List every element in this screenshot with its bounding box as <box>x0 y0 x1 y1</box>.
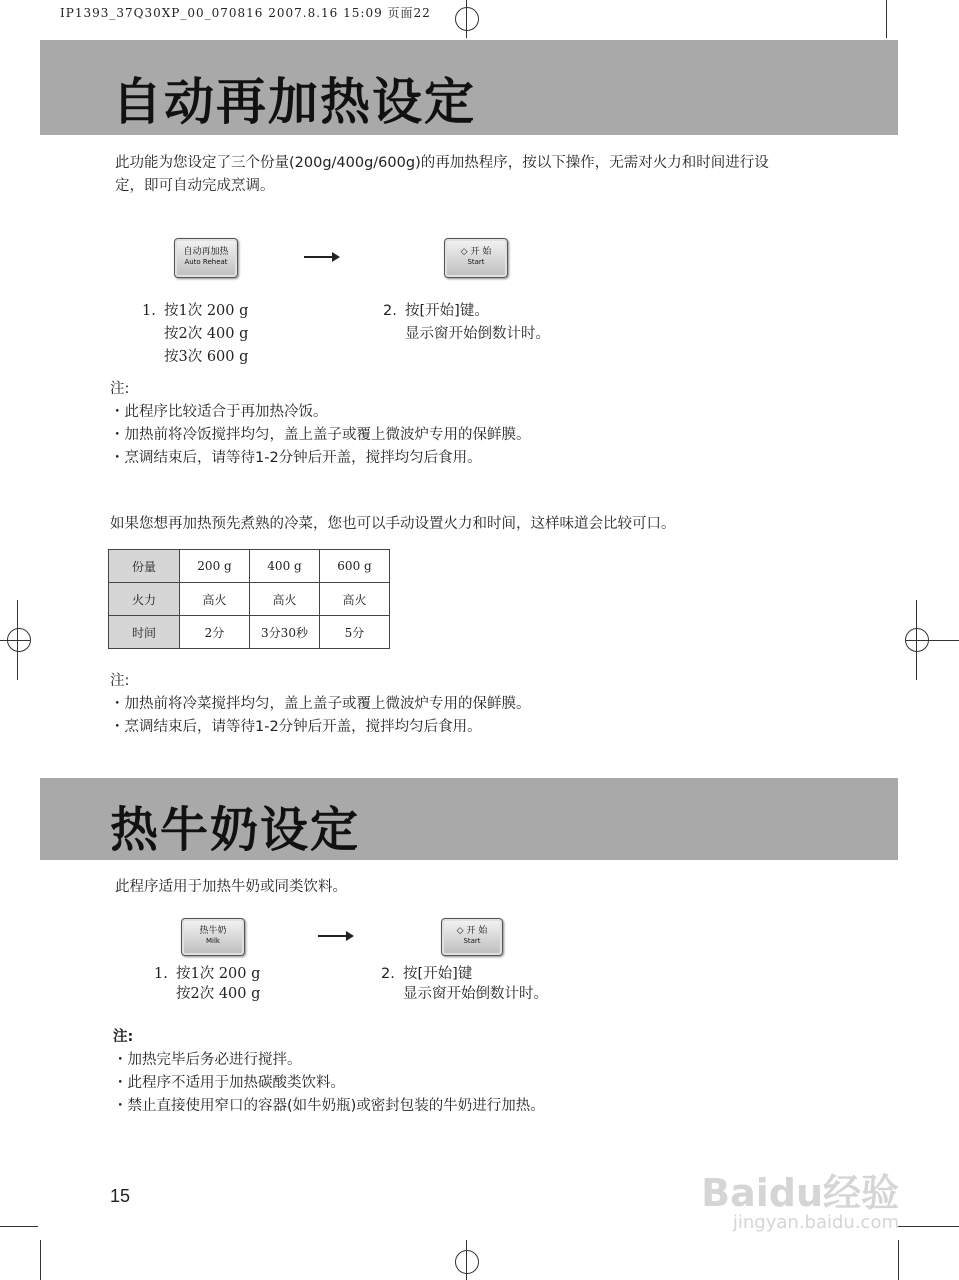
registration-mark <box>7 628 31 652</box>
start-button[interactable] <box>444 238 508 278</box>
table-cell: 5分 <box>320 616 390 649</box>
table-header-cell: 份量 <box>109 550 180 583</box>
registration-mark <box>905 628 929 652</box>
table-cell: 3分30秒 <box>250 616 320 649</box>
button-sublabel: Start <box>467 258 485 266</box>
table-row <box>109 616 390 649</box>
note-item: ・此程序不适用于加热碳酸类饮料。 <box>113 1075 345 1091</box>
note-item: ・此程序比较适合于再加热冷饭。 <box>110 404 328 420</box>
button-sublabel: Milk <box>206 937 220 945</box>
step-line: 按[开始]键。 <box>405 303 489 319</box>
step-number: 1. <box>154 966 168 982</box>
milk-notes <box>113 1026 545 1118</box>
note-item: ・加热前将冷菜搅拌均匀，盖上盖子或覆上微波炉专用的保鲜膜。 <box>110 696 531 712</box>
step-line: 按3次 600 g <box>164 349 249 365</box>
table-cell: 200 g <box>180 550 250 583</box>
step-line: 按[开始]键 <box>403 966 473 982</box>
section-banner-auto-reheat <box>40 40 898 135</box>
note-item: ・烹调结束后，请等待1-2分钟后开盖，搅拌均匀后食用。 <box>110 450 482 466</box>
milk-step-1 <box>154 964 260 1004</box>
step-1 <box>142 300 248 369</box>
arrow-right-icon <box>304 256 338 258</box>
button-label: ◇ 开 始 <box>456 926 488 936</box>
table-cell: 高火 <box>250 583 320 616</box>
notes-title: 注: <box>110 673 130 689</box>
table-header-cell: 火力 <box>109 583 180 616</box>
step-line: 按2次 400 g <box>164 326 249 342</box>
registration-mark <box>455 1250 479 1274</box>
page-number: 15 <box>110 1186 131 1206</box>
note-item: ・加热前将冷饭搅拌均匀，盖上盖子或覆上微波炉专用的保鲜膜。 <box>110 427 531 443</box>
step-line: 按1次 200 g <box>164 303 249 319</box>
crop-mark <box>916 600 917 680</box>
step-line: 按2次 400 g <box>176 986 261 1002</box>
milk-intro: 此程序适用于加热牛奶或同类饮料。 <box>115 879 347 895</box>
table-cell: 600 g <box>320 550 390 583</box>
button-sublabel: Auto Reheat <box>184 258 228 266</box>
arrow-right-icon <box>318 935 352 937</box>
button-sublabel: Start <box>463 937 481 945</box>
auto-reheat-button[interactable] <box>174 238 238 278</box>
step-line: 显示窗开始倒数计时。 <box>403 986 548 1002</box>
table-header-cell: 时间 <box>109 616 180 649</box>
registration-mark <box>455 7 479 31</box>
crop-mark <box>0 1226 38 1227</box>
start-button[interactable] <box>441 918 503 956</box>
table-row <box>109 583 390 616</box>
table-cell: 高火 <box>180 583 250 616</box>
notes-title: 注: <box>113 1029 134 1045</box>
step-line: 按1次 200 g <box>176 966 261 982</box>
watermark-url: jingyan.baidu.com <box>732 1212 899 1233</box>
crop-mark <box>898 1226 959 1227</box>
section-banner-hot-milk <box>40 778 898 860</box>
hot-milk-button[interactable] <box>181 918 245 956</box>
notes-2 <box>110 670 531 739</box>
table-cell: 2分 <box>180 616 250 649</box>
intro-paragraph <box>115 152 835 198</box>
note-item: ・禁止直接使用窄口的容器(如牛奶瓶)或密封包装的牛奶进行加热。 <box>113 1098 545 1114</box>
note-item: ・加热完毕后务必进行搅拌。 <box>113 1052 302 1068</box>
table-row <box>109 550 390 583</box>
button-label: ◇ 开 始 <box>460 247 492 257</box>
manual-setting-text: 如果您想再加热预先煮熟的冷菜，您也可以手动设置火力和时间，这样味道会比较可口。 <box>110 516 676 532</box>
notes <box>110 378 531 470</box>
step-number: 2. <box>381 966 395 982</box>
crop-mark <box>17 600 18 680</box>
table-cell: 高火 <box>320 583 390 616</box>
step-number: 1. <box>142 303 156 319</box>
intro-line: 定，即可自动完成烹调。 <box>115 178 275 194</box>
step-line: 显示窗开始倒数计时。 <box>405 326 550 342</box>
section-title: 热牛奶设定 <box>110 802 361 858</box>
crop-mark <box>898 1240 899 1280</box>
crop-mark <box>886 0 887 38</box>
button-label: 热牛奶 <box>199 926 227 936</box>
print-header: IP1393_37Q30XP_00_070816 2007.8.16 15:09 页面22 <box>60 6 431 20</box>
notes-title: 注: <box>110 381 130 397</box>
step-number: 2. <box>383 303 397 319</box>
note-item: ・烹调结束后，请等待1-2分钟后开盖，搅拌均匀后食用。 <box>110 719 482 735</box>
intro-line: 此功能为您设定了三个份量(200g/400g/600g)的再加热程序，按以下操作，无需对火力和时间进行设 <box>115 155 769 171</box>
portion-table <box>108 549 390 649</box>
button-label: 自动再加热 <box>183 247 229 257</box>
step-2 <box>383 300 550 346</box>
milk-step-2 <box>381 964 548 1004</box>
crop-mark <box>40 1240 41 1280</box>
section-title: 自动再加热设定 <box>112 73 476 131</box>
table-cell: 400 g <box>250 550 320 583</box>
watermark-logo: Baidu经验 <box>701 1171 899 1215</box>
